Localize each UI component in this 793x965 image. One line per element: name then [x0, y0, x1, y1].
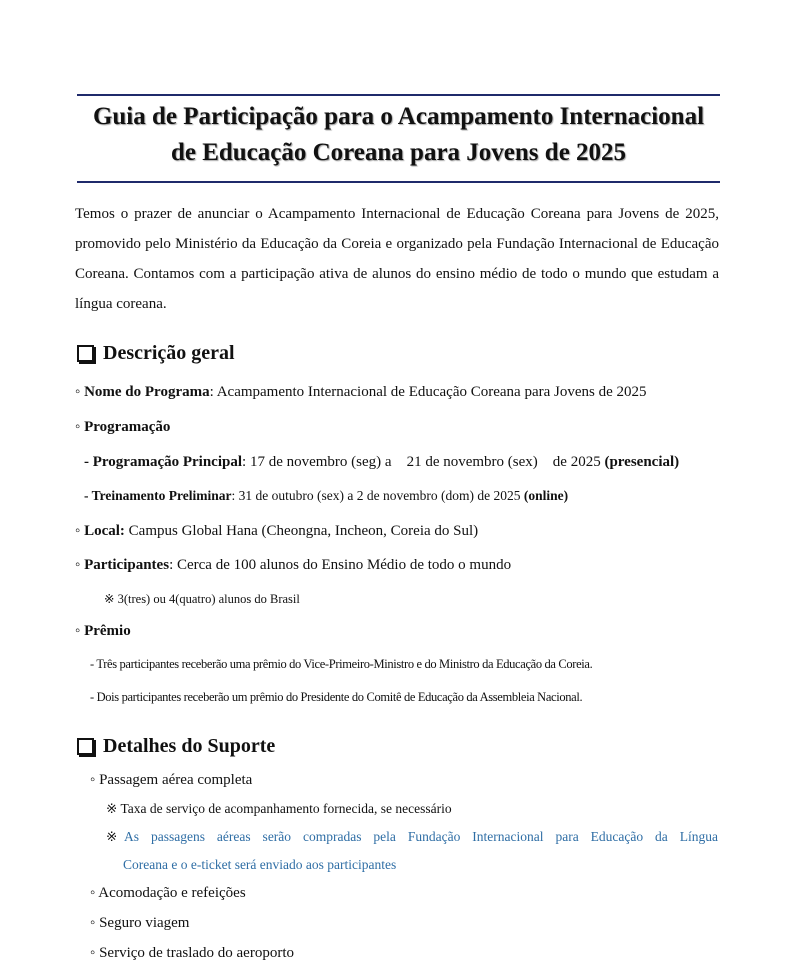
pre-training-label: - Treinamento Preliminar: [84, 488, 232, 503]
prize-item-1: - Três participantes receberão uma prêmio do Vice-Primeiro-Ministro e do Ministro da Educação da Coreia.: [90, 657, 593, 671]
program-name-line: [75, 381, 647, 403]
pre-training-line: [84, 485, 568, 507]
overview-heading: [77, 339, 235, 367]
location-label: ◦ Local:: [75, 523, 125, 539]
participants-label: ◦ Participantes: [75, 557, 170, 573]
support-heading: [77, 732, 275, 760]
airfare-note-2-line-1: As passagens aéreas serão compradas pela Fundação Internacional para Educação da Língua: [124, 829, 718, 844]
airfare-item: ◦ Passagem aérea completa: [90, 772, 253, 788]
checkbox-icon: [77, 738, 94, 755]
title-bottom-rule: [77, 181, 720, 183]
checkbox-icon: [77, 345, 94, 362]
airfare-note-1: ※ Taxa de serviço de acompanhamento fornecida, se necessário: [106, 801, 452, 816]
participants-value: : Cerca de 100 alunos do Ensino Médio de todo o mundo: [169, 557, 512, 573]
overview-heading-text: Descrição geral: [103, 342, 235, 364]
prize-item-2: - Dois participantes receberão um prêmio do Presidente do Comitê de Educação da Assembleia Nacional.: [90, 690, 583, 704]
pre-training-value: : 31 de outubro (sex) a 2 de novembro (dom) de 2025: [231, 488, 524, 503]
program-name-value: : Acampamento Internacional de Educação Coreana para Jovens de 2025: [209, 384, 647, 400]
program-name-label: ◦ Nome do Programa: [75, 384, 210, 400]
prize-label-text: ◦ Prêmio: [75, 623, 131, 639]
title-line-1: Guia de Participação para o Acampamento Internacional: [92, 103, 705, 130]
participants-line: [75, 554, 511, 576]
airfare-note-2-mark: ※: [106, 829, 118, 844]
transfer-item: ◦ Serviço de traslado do aeroporto: [90, 945, 295, 961]
title-top-rule: [77, 94, 720, 96]
main-schedule-line: [84, 451, 679, 473]
support-heading-text: Detalhes do Suporte: [103, 735, 276, 757]
pre-training-mode: (online): [523, 488, 569, 503]
lodging-item: ◦ Acomodação e refeições: [90, 885, 246, 901]
title-line-2: de Educação Coreana para Jovens de 2025: [170, 139, 627, 166]
airfare-note-2-line-2: Coreana e o e-ticket será enviado aos participantes: [123, 857, 397, 872]
prize-label: [75, 620, 131, 642]
insurance-item: ◦ Seguro viagem: [90, 915, 190, 931]
main-schedule-mode: (presencial): [604, 454, 680, 470]
schedule-label-text: ◦ Programação: [75, 419, 171, 435]
location-line: [75, 520, 478, 542]
schedule-label: [75, 416, 170, 438]
main-schedule-value: : 17 de novembro (seg) a 21 de novembro (sex) de 2025: [242, 454, 605, 470]
page-title: [77, 99, 720, 171]
location-value: Campus Global Hana (Cheongna, Incheon, Coreia do Sul): [124, 523, 479, 539]
intro-paragraph: Temos o prazer de anunciar o Acampamento Internacional de Educação Coreana para Jovens de 2025, promovido pelo Ministério da Educação da Coreia e organizado pela Fundação Internacional de Educação Coreana. Contamos com a participação ativa de alunos do ensino médio de todo o mundo que estudam a língua coreana.: [75, 206, 719, 312]
main-schedule-label: - Programação Principal: [84, 454, 243, 470]
participants-note: ※ 3(tres) ou 4(quatro) alunos do Brasil: [104, 592, 300, 606]
